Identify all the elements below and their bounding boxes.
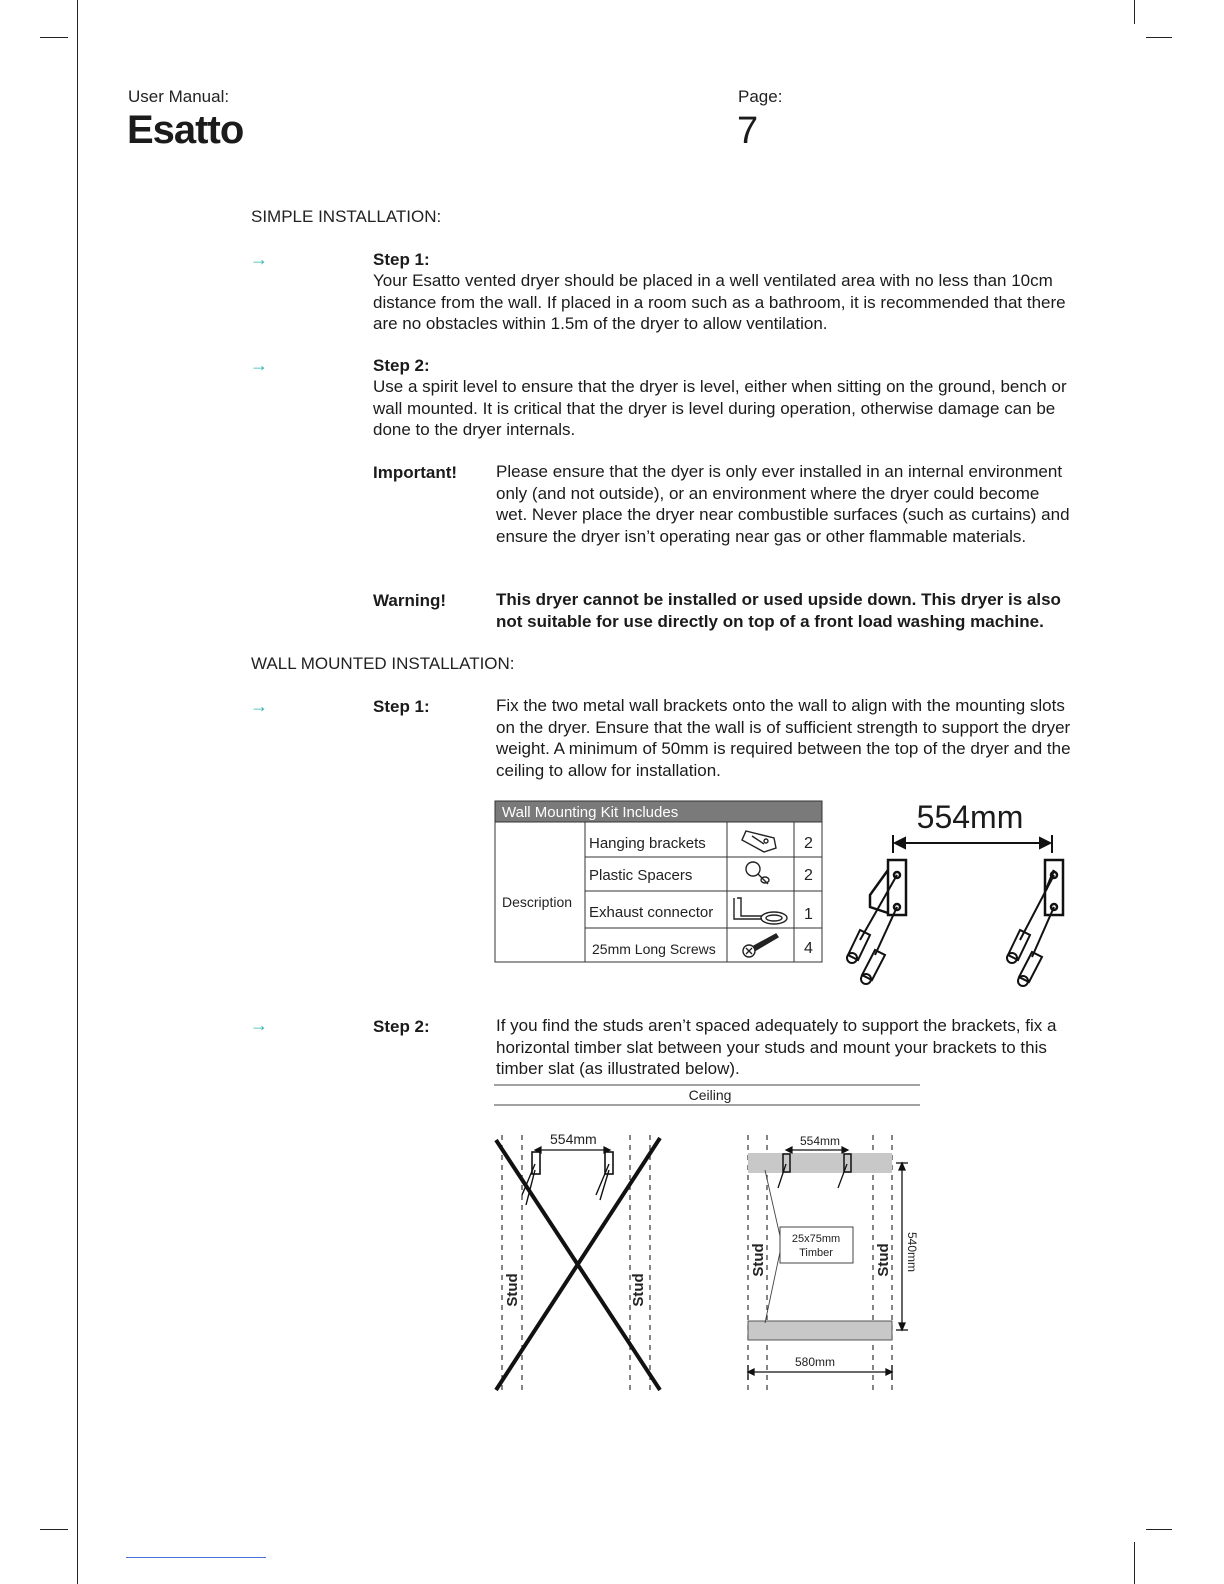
- crop-mark: [1134, 0, 1135, 24]
- stud-label: Stud: [875, 1243, 892, 1277]
- crop-mark: [1146, 1529, 1172, 1530]
- step-text: If you find the studs aren’t spaced adequately to support the brackets, fix a horizontal timber slat between your studs and mount your brackets to this timber slat (as illustrated below).: [496, 1016, 1057, 1078]
- page-edge-line: [77, 0, 78, 1584]
- dimension-line: [893, 835, 1052, 853]
- timber-slat: [748, 1321, 892, 1340]
- width-label: 580mm: [794, 1355, 836, 1369]
- cross-out-icon: [496, 1138, 660, 1390]
- brand-name: Esatto: [127, 108, 244, 152]
- spacing-label: 554mm: [550, 1131, 597, 1147]
- arrow-icon: →: [250, 249, 268, 269]
- spacing-label: 554mm: [799, 1134, 841, 1148]
- arrow-icon: →: [250, 355, 268, 375]
- spacer-icon: [746, 862, 769, 884]
- footer-rule: [126, 1557, 266, 1558]
- table-qty: 2: [804, 867, 813, 884]
- bracket-icon: [532, 1152, 540, 1174]
- timber-slat: [748, 1153, 892, 1173]
- correct-mounting-panel: [748, 1134, 919, 1392]
- table-title: Wall Mounting Kit Includes: [502, 804, 679, 821]
- table-item: Exhaust connector: [589, 904, 714, 921]
- arrow-icon: →: [250, 1015, 268, 1035]
- stud-label: Stud: [630, 1273, 647, 1307]
- page-number: 7: [737, 110, 759, 152]
- kit-table: [494, 800, 824, 964]
- table-item: Plastic Spacers: [589, 867, 693, 884]
- stud-label: Stud: [504, 1273, 521, 1307]
- stud-diagram: [490, 1080, 930, 1400]
- crop-mark: [40, 37, 68, 38]
- manual-label: User Manual:: [128, 87, 230, 106]
- step-label: Step 1:: [373, 697, 430, 716]
- step-label: Step 2:: [373, 356, 430, 375]
- important-text: Please ensure that the dyer is only ever installed in an internal environment only (and not outside), or an environment where the dryer could become wet. Never place the dryer near combustible surfaces (such as curtains) and ensure the dryer isn’t operating near gas or other flammable materials.: [496, 462, 1070, 546]
- table-item: 25mm Long Screws: [592, 941, 716, 957]
- row-header: Description: [502, 894, 573, 910]
- crop-mark: [1146, 37, 1172, 38]
- height-label: 540mm: [905, 1231, 919, 1273]
- incorrect-mounting-panel: [496, 1131, 660, 1392]
- step-text: Use a spirit level to ensure that the dryer is level, either when sitting on the ground, bench or wall mounted. It is critical that the dryer is level during operation, otherwise damage can be done to the dryer internals.: [373, 377, 1067, 439]
- step-label: Step 1:: [373, 250, 430, 269]
- stud-label: Stud: [750, 1243, 767, 1277]
- important-label: Important!: [373, 463, 458, 482]
- bracket-icon: [870, 860, 906, 915]
- page-label: Page:: [738, 87, 783, 106]
- warning-text: This dryer cannot be installed or used upside down. This dryer is also not suitable for use directly on top of a front load washing machine.: [496, 590, 1061, 631]
- section-title-simple: SIMPLE INSTALLATION:: [251, 207, 442, 226]
- bracket-spacing-diagram: [840, 795, 1080, 1000]
- screw-icon: [743, 934, 778, 957]
- step-text: Fix the two metal wall brackets onto the wall to align with the mounting slots on the dryer. Ensure that the wall is of sufficient strength to support the dryer weight. A minimum of 50mm is required between the top of the dryer and the ceiling to allow for installation.: [496, 696, 1071, 780]
- timber-label: 25x75mm: [791, 1233, 841, 1245]
- section-title-wall: WALL MOUNTED INSTALLATION:: [251, 654, 515, 673]
- timber-label: Timber: [799, 1247, 833, 1259]
- ceiling-label: Ceiling: [688, 1087, 732, 1103]
- table-qty: 1: [804, 906, 813, 923]
- table-qty: 2: [804, 835, 813, 852]
- arrow-icon: →: [250, 696, 268, 716]
- table-qty: 4: [804, 940, 813, 957]
- crop-mark: [1134, 1542, 1135, 1584]
- step-label: Step 2:: [373, 1017, 430, 1036]
- crop-mark: [40, 1529, 68, 1530]
- table-item: Hanging brackets: [589, 835, 706, 852]
- warning-label: Warning!: [373, 591, 447, 610]
- spacing-label: 554mm: [916, 799, 1024, 835]
- screw-icon: [1007, 875, 1054, 986]
- step-text: Your Esatto vented dryer should be placed in a well ventilated area with no less than 10cm distance from the wall. If placed in a room such as a bathroom, it is recommended that there are no obstacles within 1.5m of the dryer to allow ventilation.: [373, 271, 1066, 333]
- bracket-icon: [742, 831, 776, 852]
- connector-icon: [734, 898, 787, 924]
